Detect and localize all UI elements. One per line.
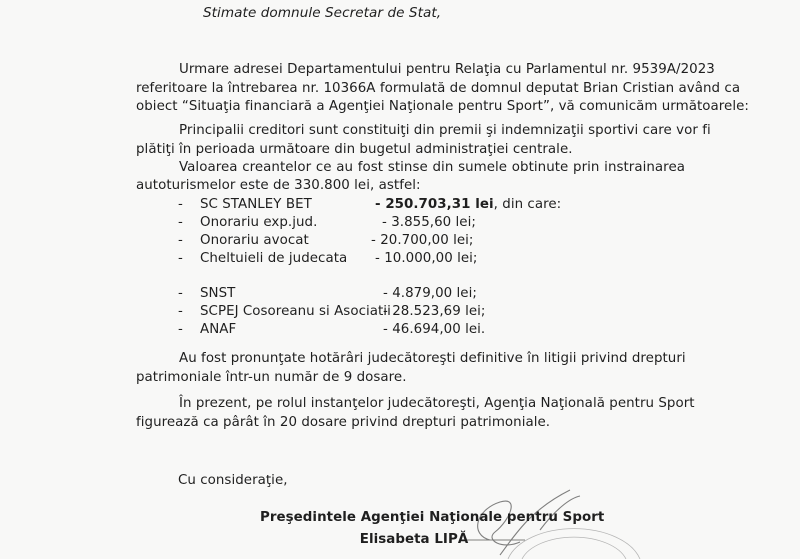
- paragraph3-line2: autoturismelor este de 330.800 lei, astfel:: [136, 178, 421, 193]
- list-bullet: -: [178, 322, 183, 337]
- paragraph1-line2: referitoare la întrebarea nr. 10366A formulată de domnul deputat Brian Cristian având ca: [136, 81, 741, 96]
- creditor-amount: - 4.879,00 lei;: [383, 286, 477, 301]
- list-bullet: -: [178, 215, 183, 230]
- list-bullet: -: [178, 286, 183, 301]
- paragraph3-line1: Valoarea creantelor ce au fost stinse din sumele obtinute prin instrainarea: [179, 160, 685, 175]
- list-bullet: -: [178, 251, 183, 266]
- creditor-amount: - 28.523,69 lei;: [383, 304, 486, 319]
- creditor-amount: - 3.855,60 lei;: [382, 215, 476, 230]
- creditor-name: Onorariu exp.jud.: [200, 215, 318, 230]
- paragraph5-line1: În prezent, pe rolul instanţelor judecătoreşti, Agenţia Naţională pentru Sport: [179, 396, 695, 411]
- creditor-name: Onorariu avocat: [200, 233, 309, 248]
- list-bullet: -: [178, 197, 183, 212]
- creditor-name: Cheltuieli de judecata: [200, 251, 348, 266]
- paragraph1-line1: Urmare adresei Departamentului pentru Relaţia cu Parlamentul nr. 9539A/2023: [179, 62, 715, 77]
- paragraph4-line2: patrimoniale într-un număr de 9 dosare.: [136, 370, 407, 385]
- creditor-name: ANAF: [200, 322, 237, 337]
- creditor-name: SC STANLEY BET: [200, 197, 312, 212]
- creditor-suffix: , din care:: [493, 197, 562, 212]
- paragraph4-line1: Au fost pronunţate hotărâri judecătoreşti definitive în litigii privind drepturi: [179, 351, 686, 366]
- creditor-amount: - 10.000,00 lei;: [375, 251, 478, 266]
- creditor-amount: - 46.694,00 lei.: [383, 322, 486, 337]
- creditor-name: SCPEJ Cosoreanu si Asociatii: [200, 304, 391, 319]
- signatory-name: Elisabeta LIPĂ: [359, 532, 469, 547]
- paragraph1-line3: obiect “Situaţia financiară a Agenţiei Naţionale pentru Sport”, vă comunicăm următoarele:: [136, 99, 749, 114]
- paragraph2-line2: plătiţi în perioada următoare din bugetul administraţiei centrale.: [136, 142, 573, 157]
- creditor-amount: - 250.703,31 lei: [375, 197, 494, 212]
- paragraph2-line1: Principalii creditori sunt constituiţi din premii şi indemnizaţii sportivi care vor fi: [179, 123, 711, 138]
- closing: Cu consideraţie,: [178, 473, 288, 488]
- list-bullet: -: [178, 304, 183, 319]
- signatory-title: Preşedintele Agenţiei Naţionale pentru Sport: [260, 510, 605, 525]
- paragraph5-line2: figurează ca pârât în 20 dosare privind drepturi patrimoniale.: [136, 415, 551, 430]
- creditor-amount: - 20.700,00 lei;: [371, 233, 474, 248]
- creditor-name: SNST: [200, 286, 236, 301]
- list-bullet: -: [178, 233, 183, 248]
- salutation: Stimate domnule Secretar de Stat,: [203, 5, 442, 21]
